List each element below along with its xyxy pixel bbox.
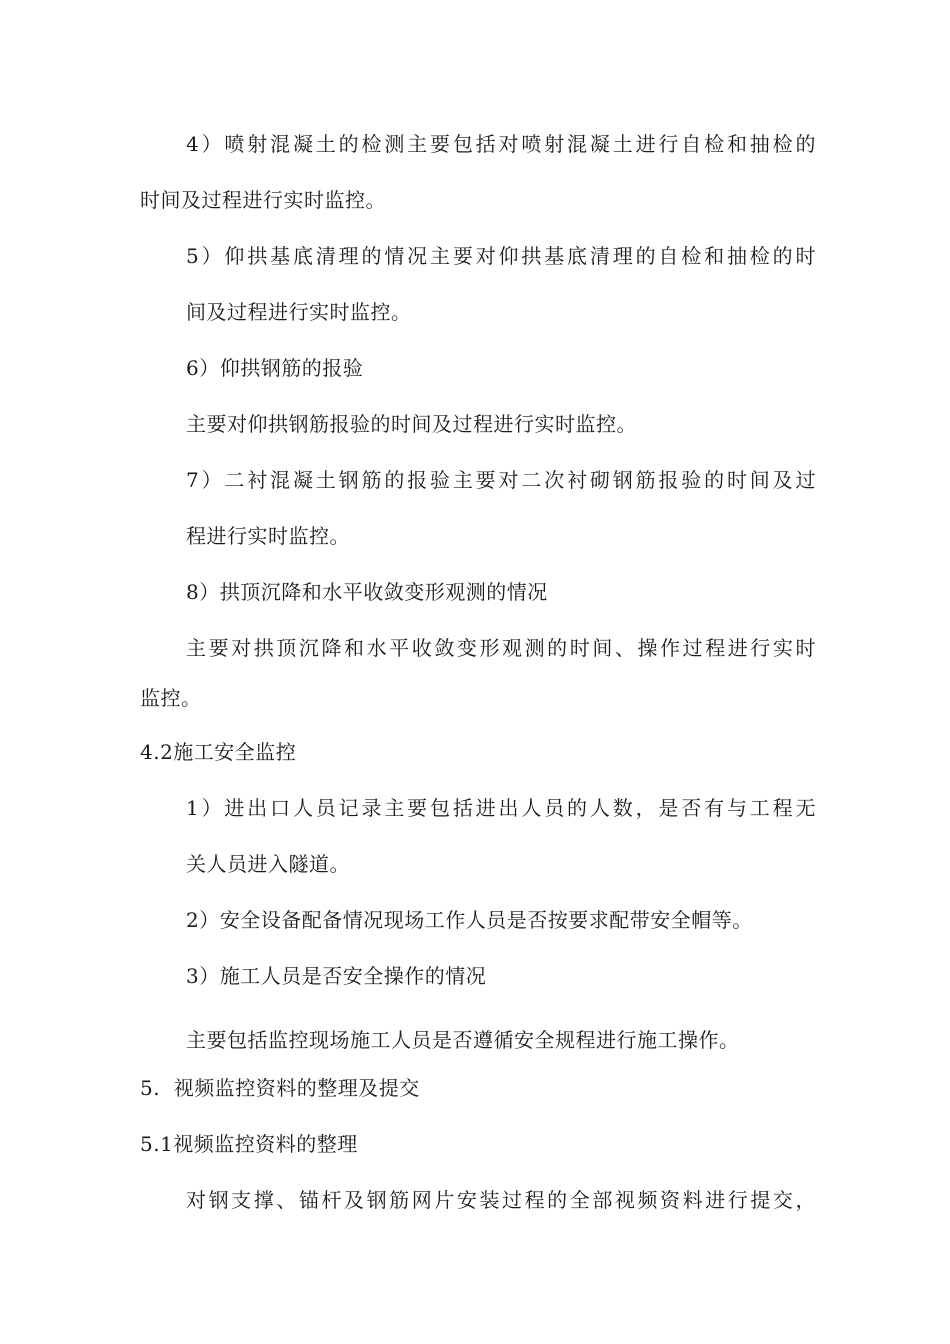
section-heading: 5.1视频监控资料的整理	[140, 1132, 358, 1156]
paragraph-line: 1）进出口人员记录主要包括进出人员的人数，是否有与工程无	[186, 796, 816, 820]
paragraph-line: 间及过程进行实时监控。	[186, 300, 412, 324]
paragraph-line: 主要包括监控现场施工人员是否遵循安全规程进行施工操作。	[186, 1028, 740, 1052]
paragraph-line: 4）喷射混凝土的检测主要包括对喷射混凝土进行自检和抽检的	[186, 132, 816, 156]
paragraph-line: 时间及过程进行实时监控。	[140, 188, 386, 212]
paragraph-line: 监控。	[140, 686, 202, 710]
paragraph-line: 5）仰拱基底清理的情况主要对仰拱基底清理的自检和抽检的时	[186, 244, 816, 268]
section-heading: 4.2施工安全监控	[140, 740, 297, 764]
paragraph-line: 2）安全设备配备情况现场工作人员是否按要求配带安全帽等。	[186, 908, 753, 932]
chapter-heading: 5. 视频监控资料的整理及提交	[140, 1076, 420, 1100]
paragraph-line: 关人员进入隧道。	[186, 852, 350, 876]
subheading: 6）仰拱钢筋的报验	[186, 356, 364, 380]
paragraph-line: 7）二衬混凝土钢筋的报验主要对二次衬砌钢筋报验的时间及过	[186, 468, 816, 492]
paragraph-line: 主要对仰拱钢筋报验的时间及过程进行实时监控。	[186, 412, 637, 436]
paragraph-line: 程进行实时监控。	[186, 524, 350, 548]
subheading: 8）拱顶沉降和水平收敛变形观测的情况	[186, 580, 548, 604]
subheading: 3）施工人员是否安全操作的情况	[186, 964, 487, 988]
paragraph-line: 主要对拱顶沉降和水平收敛变形观测的时间、操作过程进行实时	[186, 636, 816, 660]
paragraph-line: 对钢支撑、锚杆及钢筋网片安装过程的全部视频资料进行提交，	[186, 1188, 816, 1212]
